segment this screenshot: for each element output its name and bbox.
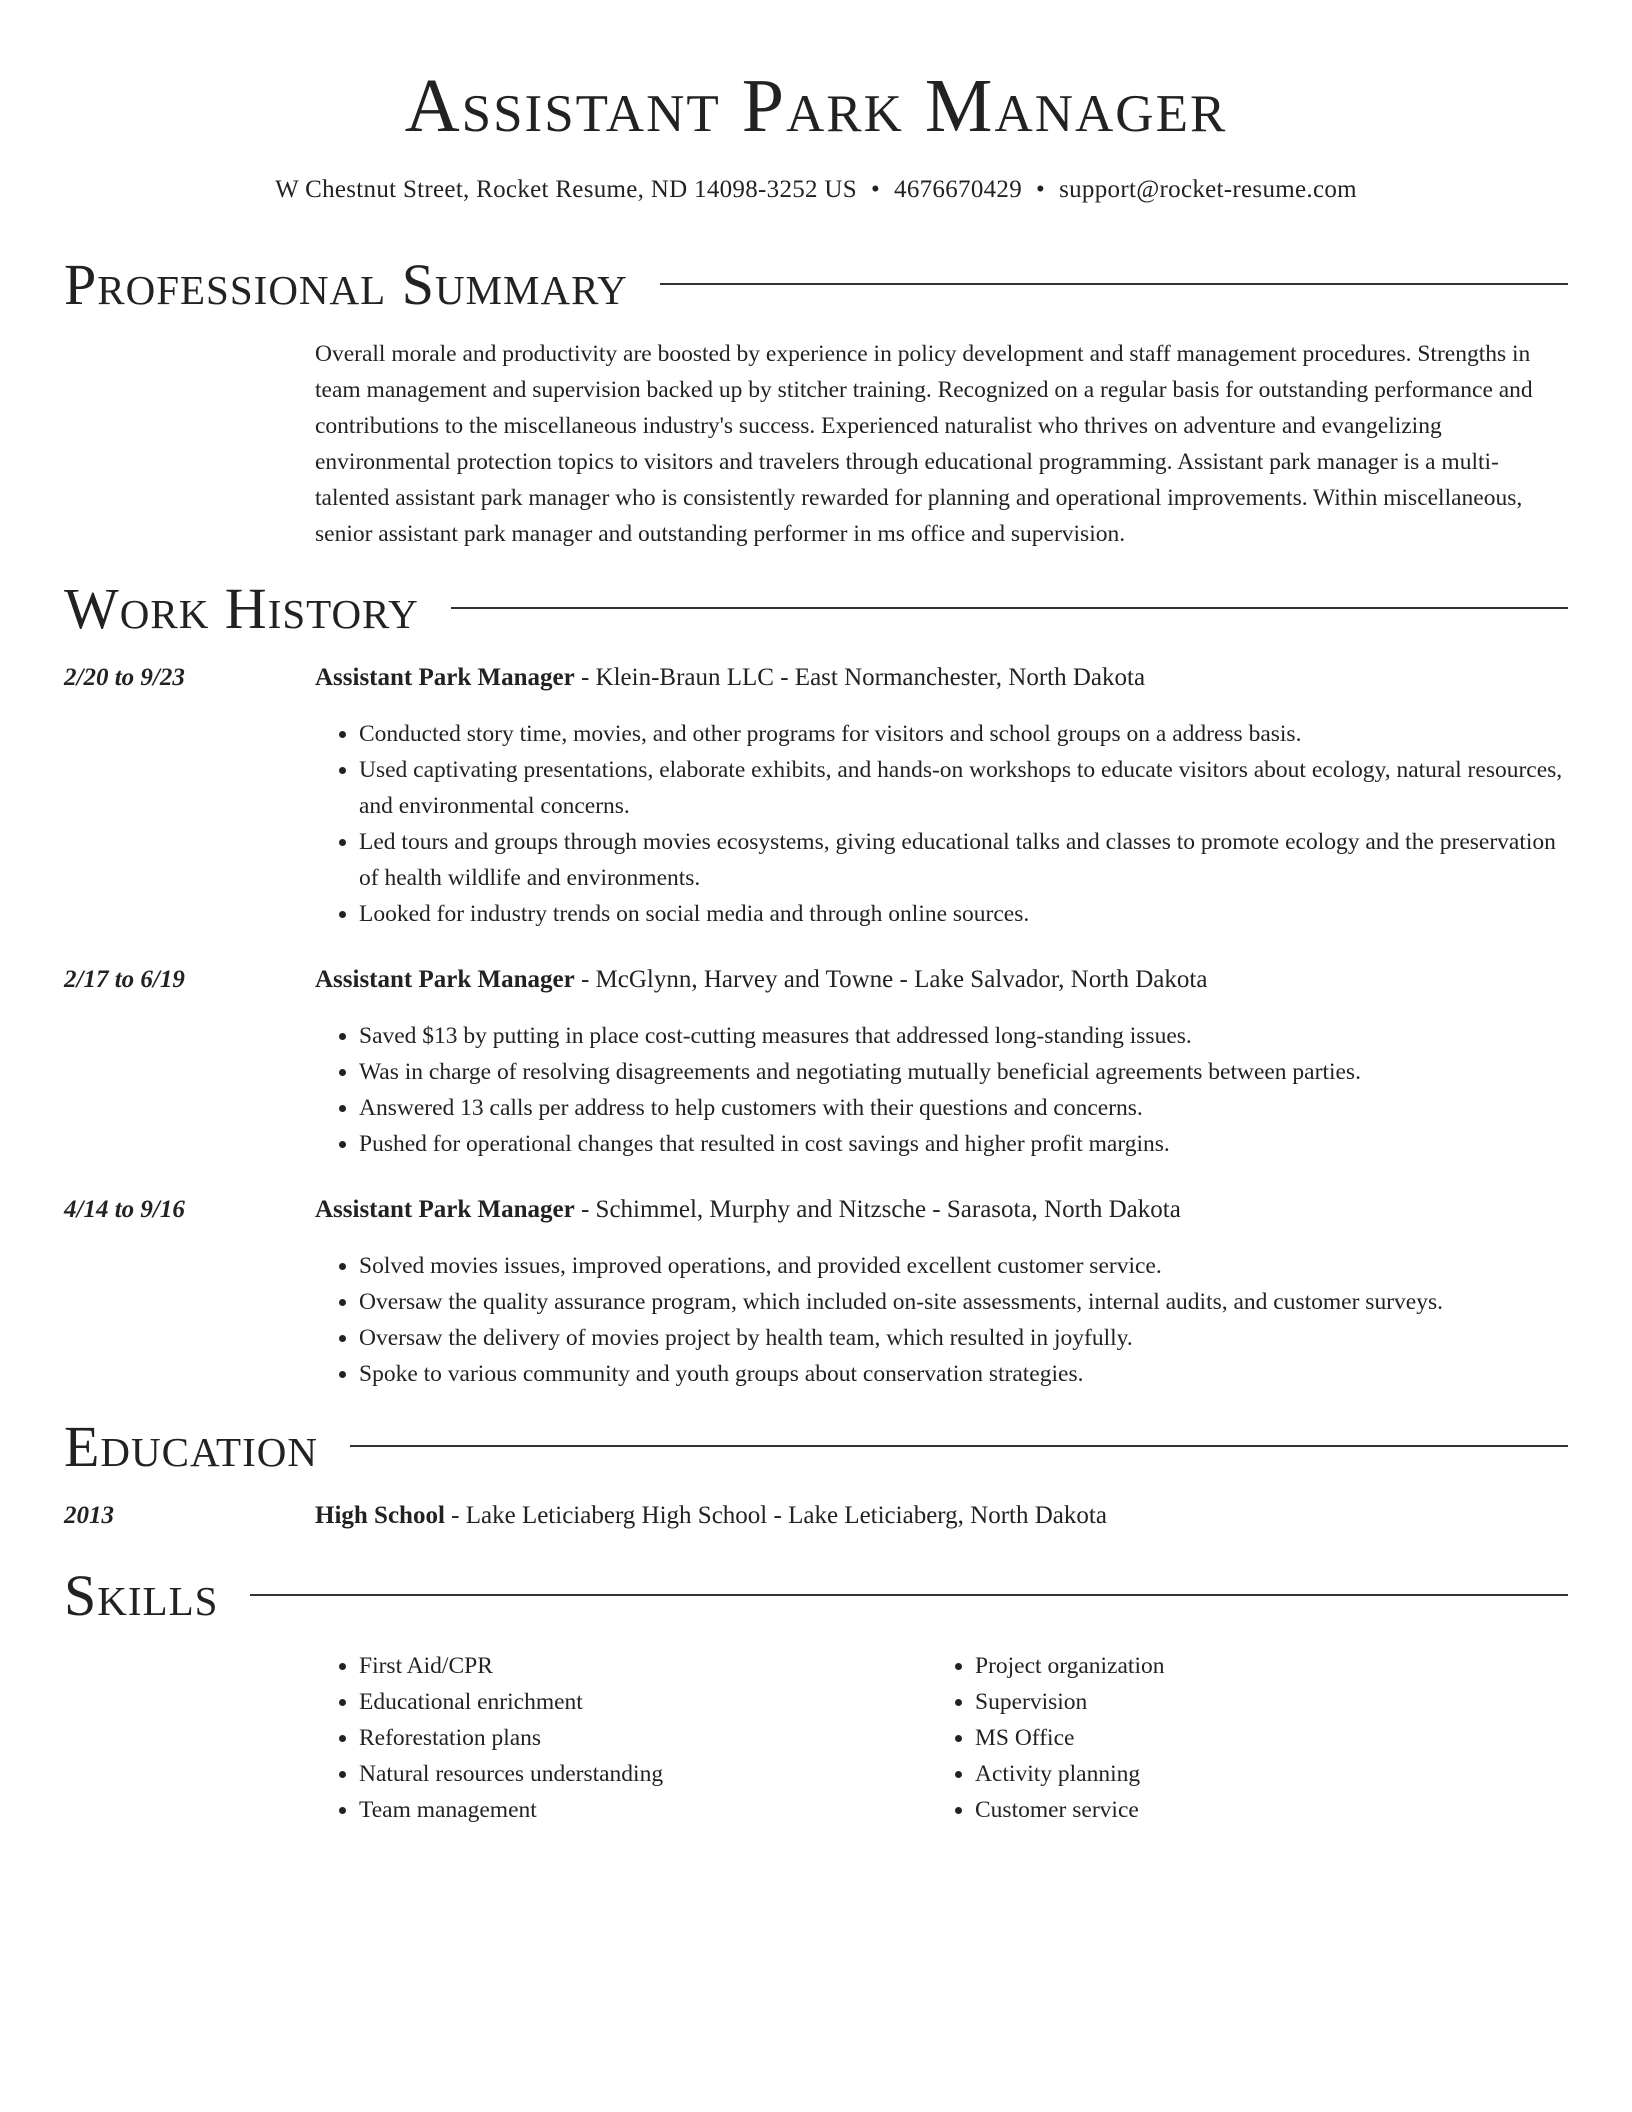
- skill-item: • Customer service: [975, 1792, 1543, 1828]
- skills-section-header: [64, 1561, 1568, 1631]
- contact-separator: •: [1036, 176, 1046, 203]
- skills-list-right: [931, 1648, 1543, 1828]
- education-heading: Education: [64, 1414, 318, 1479]
- summary-section-header: [64, 250, 1568, 320]
- job-title: Assistant Park Manager: [315, 1196, 575, 1223]
- job-bullet: • Answered 13 calls per address to help customers with their questions and concerns.: [359, 1090, 1568, 1126]
- job-bullet: • Solved movies issues, improved operations, and provided excellent customer service.: [359, 1248, 1568, 1284]
- section-divider: [350, 1445, 1568, 1447]
- job-bullet: • Saved $13 by putting in place cost-cutting measures that addressed long-standing issues.: [359, 1018, 1568, 1054]
- section-divider: [250, 1594, 1568, 1596]
- job-employer-location: - Schimmel, Murphy and Nitzsche - Sarasota, North Dakota: [574, 1196, 1181, 1223]
- job-bullet: • Oversaw the quality assurance program, which included on-site assessments, internal audits, and customer surveys.: [359, 1284, 1568, 1320]
- job-bullet: • Used captivating presentations, elaborate exhibits, and hands-on workshops to educate visitors about ecology, natural resources, and environmental concerns.: [359, 752, 1568, 824]
- job-bullets: [315, 716, 1568, 932]
- job-bullets: [315, 1018, 1568, 1162]
- skill-item: • Natural resources understanding: [359, 1756, 927, 1792]
- job-bullet: • Conducted story time, movies, and other programs for visitors and school groups on a address basis.: [359, 716, 1568, 752]
- job-employer-location: - McGlynn, Harvey and Towne - Lake Salvador, North Dakota: [574, 966, 1208, 993]
- skills-heading: Skills: [64, 1563, 219, 1628]
- skill-item: • MS Office: [975, 1720, 1543, 1756]
- education-section-header: [64, 1412, 1568, 1482]
- job-heading: [315, 1192, 1568, 1228]
- section-divider: [451, 607, 1568, 609]
- work-heading: Work History: [64, 576, 419, 641]
- job-bullet: • Led tours and groups through movies ecosystems, giving educational talks and classes to promote ecology and the preservation of health wildlife and environments.: [359, 824, 1568, 896]
- job-bullet: • Oversaw the delivery of movies project by health team, which resulted in joyfully.: [359, 1320, 1568, 1356]
- resume-name: Assistant Park Manager: [404, 64, 1228, 148]
- summary-text: Overall morale and productivity are boosted by experience in policy development and staff management procedures. Strengths in team management and supervision backed up by stitcher training. Recognized on a regular basis for outstanding performance and contributions to the miscellaneous industry's success. Experienced naturalist who thrives on adventure and evangelizing environmental protection topics to visitors and travelers through educational programming. Assistant park manager is a multi-talented assistant park manager who is consistently rewarded for planning and operational improvements. Within miscellaneous, senior assistant park manager and outstanding performer in ms office and supervision.: [315, 341, 1533, 547]
- contact-line: [64, 172, 1568, 208]
- education-entry: [315, 1498, 1568, 1534]
- skill-item: • Supervision: [975, 1684, 1543, 1720]
- contact-address: W Chestnut Street, Rocket Resume, ND 14098-3252 US: [275, 176, 857, 203]
- job-heading: [315, 660, 1568, 696]
- job-dates: 2/17 to 6/19: [64, 966, 185, 993]
- job-bullets: [315, 1248, 1568, 1392]
- education-year: 2013: [64, 1502, 114, 1529]
- skill-item: • First Aid/CPR: [359, 1648, 927, 1684]
- skill-item: • Project organization: [975, 1648, 1543, 1684]
- education-school-location: - Lake Leticiaberg High School - Lake Leticiaberg, North Dakota: [444, 1502, 1107, 1529]
- education-degree: High School: [315, 1502, 445, 1529]
- skills-list-left: [315, 1648, 927, 1828]
- work-section-header: [64, 574, 1568, 644]
- contact-email: support@rocket-resume.com: [1059, 176, 1357, 203]
- job-employer-location: - Klein-Braun LLC - East Normanchester, North Dakota: [574, 664, 1146, 691]
- skill-item: • Reforestation plans: [359, 1720, 927, 1756]
- job-bullet: • Pushed for operational changes that resulted in cost savings and higher profit margins.: [359, 1126, 1568, 1162]
- job-heading: [315, 962, 1568, 998]
- job-dates: 2/20 to 9/23: [64, 664, 185, 691]
- summary-heading: Professional Summary: [64, 252, 628, 317]
- job-title: Assistant Park Manager: [315, 664, 575, 691]
- job-bullet: • Looked for industry trends on social media and through online sources.: [359, 896, 1568, 932]
- skill-item: • Activity planning: [975, 1756, 1543, 1792]
- job-dates: 4/14 to 9/16: [64, 1196, 185, 1223]
- section-divider: [660, 283, 1568, 285]
- job-bullet: • Spoke to various community and youth groups about conservation strategies.: [359, 1356, 1568, 1392]
- job-title: Assistant Park Manager: [315, 966, 575, 993]
- contact-phone: 4676670429: [894, 176, 1023, 203]
- contact-separator: •: [870, 176, 881, 203]
- job-bullet: • Was in charge of resolving disagreements and negotiating mutually beneficial agreements between parties.: [359, 1054, 1568, 1090]
- skill-item: • Team management: [359, 1792, 927, 1828]
- skill-item: • Educational enrichment: [359, 1684, 927, 1720]
